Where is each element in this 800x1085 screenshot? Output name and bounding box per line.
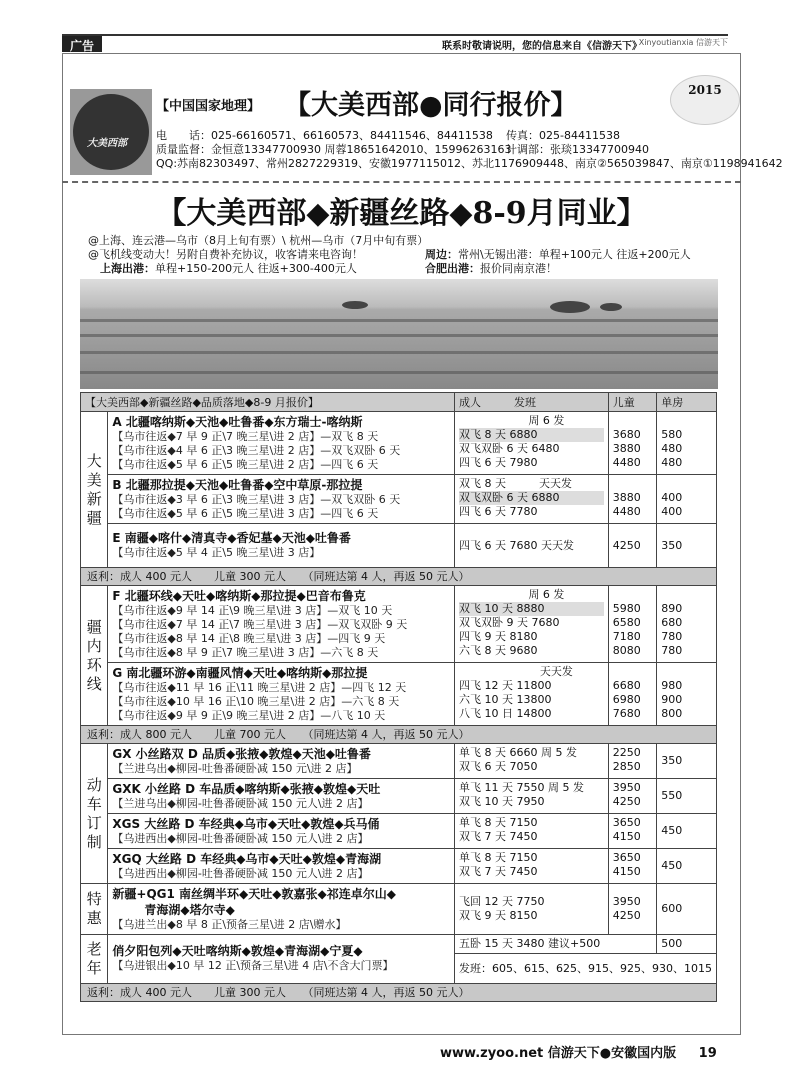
page-number: 19 bbox=[698, 1046, 717, 1061]
price-line: 八飞 10 日 14800 bbox=[459, 707, 552, 720]
main-title: 【大美西部◆新疆丝路◆8-9月同业】 bbox=[156, 196, 647, 231]
rebate-note: （同班达第 4 人，再返 50 元人） bbox=[308, 570, 470, 583]
child-cell bbox=[608, 849, 657, 884]
slogan: 联系时敬请说明，您的信息来自《信游天下》 bbox=[442, 41, 642, 52]
rebate-cell bbox=[81, 984, 717, 1002]
price-cell bbox=[455, 524, 609, 568]
child-price: 4250 bbox=[612, 538, 641, 552]
price-line: 双飞 6 天 7050 bbox=[459, 760, 538, 773]
price-cell bbox=[455, 849, 609, 884]
departures-cell: 发班：605、615、625、915、925、930、1015 bbox=[455, 954, 717, 984]
table-row bbox=[81, 814, 717, 849]
single-cell bbox=[657, 663, 717, 726]
route-name: F 北疆环线◆天吐◆喀纳斯◆那拉提◆巴音布鲁克 bbox=[112, 589, 366, 603]
price-cell bbox=[455, 884, 609, 935]
child-cell bbox=[608, 744, 657, 779]
price-line: 双飞 7 天 7450 bbox=[459, 830, 538, 843]
footer-url: www.zyoo.net bbox=[440, 1046, 544, 1061]
rebate-cell bbox=[81, 726, 717, 744]
single-price: 480 bbox=[661, 456, 683, 469]
rebate-note: （同班达第 4 人，再返 50 元人） bbox=[308, 986, 470, 999]
single-cell bbox=[657, 884, 717, 935]
route-freq: 天天发 bbox=[539, 665, 573, 678]
route-cell bbox=[108, 663, 455, 726]
route-freq: 周 6 发 bbox=[528, 588, 565, 601]
child-price: 4250 bbox=[612, 909, 641, 922]
company-logo bbox=[70, 89, 152, 175]
single-price: 580 bbox=[661, 428, 683, 441]
table-row bbox=[81, 884, 717, 935]
price-line: 四飞 6 天 7780 bbox=[459, 505, 538, 518]
top-bar bbox=[62, 34, 728, 52]
rebate-child: 儿童 700 元人 bbox=[214, 728, 286, 741]
route-line: 【乌进银出◆10 早 12 正\预备三星\进 4 店\不含大门票】 bbox=[112, 959, 394, 972]
category-cell: 老年 bbox=[81, 935, 108, 984]
child-price: 3880 bbox=[612, 491, 641, 504]
price-line: 四飞 6 天 7680 天天发 bbox=[459, 538, 574, 552]
table-row bbox=[81, 475, 717, 524]
table-row bbox=[81, 744, 717, 779]
single-cell bbox=[657, 412, 717, 475]
child-price: 4480 bbox=[612, 505, 641, 518]
child-cell bbox=[608, 412, 657, 475]
route-line: 【乌市往返◆5 早 6 正\5 晚三星\进 3 店】—四飞 6 天 bbox=[112, 507, 379, 520]
single-price: 800 bbox=[661, 707, 683, 720]
single-price: 350 bbox=[661, 538, 683, 552]
rebate-child: 儿童 300 元人 bbox=[214, 986, 286, 999]
route-name: XGS 大丝路 D 车经典◆乌市◆天吐◆敦煌◆兵马俑 bbox=[112, 817, 380, 831]
rebate-note: （同班达第 4 人，再返 50 元人） bbox=[308, 728, 470, 741]
price-cell bbox=[455, 586, 609, 663]
child-cell bbox=[608, 779, 657, 814]
route-cell bbox=[108, 849, 455, 884]
contact-planning: 计调部：张琰13347700940 bbox=[506, 143, 649, 156]
route-line: 【兰进乌出◆柳园-吐鲁番硬卧减 150 元\进 2 店】 bbox=[112, 762, 358, 775]
route-name: XGQ 大丝路 D 车经典◆乌市◆天吐◆敦煌◆青海湖 bbox=[112, 852, 382, 866]
single-price: 780 bbox=[661, 630, 683, 643]
price-cell bbox=[455, 412, 609, 475]
lavender-field-photo bbox=[80, 279, 718, 389]
price-line: 双飞 8 天 6880 bbox=[459, 428, 604, 442]
price-cell bbox=[455, 779, 609, 814]
route-cell bbox=[108, 744, 455, 779]
child-price: 7180 bbox=[612, 630, 641, 643]
contact-phone: 电 话：025-66160571、66160573、84411546、84411538 bbox=[156, 129, 493, 142]
category-cell: 动车订制 bbox=[81, 744, 108, 884]
child-cell bbox=[608, 663, 657, 726]
header-single: 单房 bbox=[657, 393, 717, 412]
header-adult bbox=[455, 393, 609, 412]
price-cell: 五卧 15 天 3480 建议+500 bbox=[455, 935, 657, 954]
price-line: 四飞 12 天 11800 bbox=[459, 679, 552, 692]
route-freq: 双飞 8 天 天天发 bbox=[459, 477, 572, 490]
route-name: GXK 小丝路 D 车品质◆喀纳斯◆张掖◆敦煌◆天吐 bbox=[112, 782, 381, 796]
price-line: 六飞 8 天 9680 bbox=[459, 644, 538, 657]
child-price: 2850 bbox=[612, 760, 641, 773]
single-price: 550 bbox=[661, 789, 683, 802]
price-cell bbox=[455, 475, 609, 524]
route-line: 【乌进西出◆柳园-吐鲁番硬卧减 150 元人\进 2 店】 bbox=[112, 867, 369, 880]
price-line: 双飞 7 天 7450 bbox=[459, 865, 538, 878]
info-line-3-right bbox=[425, 262, 557, 276]
price-line: 四飞 9 天 8180 bbox=[459, 630, 538, 643]
single-price: 480 bbox=[661, 442, 683, 455]
header bbox=[62, 53, 783, 181]
contact-block bbox=[156, 129, 783, 171]
price-line: 六飞 10 天 13800 bbox=[459, 693, 552, 706]
year-badge: 2015 bbox=[670, 75, 740, 125]
route-name: B 北疆那拉提◆天池◆吐鲁番◆空中草原-那拉提 bbox=[112, 478, 363, 492]
publisher-logo: Xinyoutianxia 信游天下 bbox=[638, 38, 728, 47]
contact-quality: 质量监督：金恒意13347700930 周蓉18651642010、15996263163 bbox=[156, 143, 512, 156]
rebate-row bbox=[81, 568, 717, 586]
single-price: 900 bbox=[661, 693, 683, 706]
info-line-3 bbox=[100, 262, 357, 276]
header-title: 【大美西部●同行报价】 bbox=[284, 90, 578, 121]
route-line: 【乌市往返◆8 早 9 正\7 晚三星\进 3 店】—六飞 8 天 bbox=[112, 646, 379, 659]
single-price: 400 bbox=[661, 491, 683, 504]
route-line: 【乌市往返◆9 早 9 正\9 晚三星\进 2 店】—八飞 10 天 bbox=[112, 709, 386, 722]
single-price: 400 bbox=[661, 505, 683, 518]
table-row bbox=[81, 524, 717, 568]
route-cell bbox=[108, 412, 455, 475]
single-price: 890 bbox=[661, 602, 683, 615]
rebate-adult: 返利：成人 400 元人 bbox=[87, 986, 192, 999]
footer bbox=[440, 1042, 717, 1061]
info-line-2: @飞机线变动大！另附自费补充协议，收客请来电咨询！ bbox=[88, 248, 363, 261]
table-header bbox=[81, 393, 717, 412]
child-price: 3650 bbox=[612, 816, 641, 829]
child-cell bbox=[608, 524, 657, 568]
route-name-2: 青海湖◆塔尔寺◆ bbox=[144, 903, 235, 917]
category-cell: 特惠 bbox=[81, 884, 108, 935]
route-name: E 南疆◆喀什◆清真寺◆香妃墓◆天池◆吐鲁番 bbox=[112, 531, 351, 545]
single-cell bbox=[657, 849, 717, 884]
contact-fax: 传真：025-84411538 bbox=[506, 129, 620, 142]
single-price: 980 bbox=[661, 679, 683, 692]
price-line: 单飞 8 天 7150 bbox=[459, 816, 538, 829]
route-line: 【乌市往返◆7 早 9 正\7 晚三星\进 2 店】—双飞 8 天 bbox=[112, 430, 379, 443]
contact-qq: QQ:苏南82303497、常州2827229319、安徽1977115012、苏北1176909448、南京②565039847、南京①1198941642 bbox=[156, 157, 783, 170]
route-freq: 周 6 发 bbox=[528, 414, 565, 427]
route-cell bbox=[108, 524, 455, 568]
rebate-adult: 返利：成人 400 元人 bbox=[87, 570, 192, 583]
price-line: 双飞双卧 9 天 7680 bbox=[459, 616, 560, 629]
route-cell bbox=[108, 586, 455, 663]
child-price: 3650 bbox=[612, 851, 641, 864]
route-cell bbox=[108, 884, 455, 935]
route-line: 【乌市往返◆5 早 6 正\5 晚三星\进 2 店】—四飞 6 天 bbox=[112, 458, 379, 471]
price-line: 单飞 8 天 7150 bbox=[459, 851, 538, 864]
info-line-1: @上海、连云港—乌市（8月上旬有票）\ 杭州—乌市（7月中旬有票） bbox=[88, 234, 429, 247]
child-price: 6680 bbox=[612, 679, 641, 692]
table-row bbox=[81, 586, 717, 663]
info-value: 单程+150-200元人 往返+300-400元人 bbox=[155, 262, 357, 275]
child-price: 7680 bbox=[612, 707, 641, 720]
route-cell bbox=[108, 814, 455, 849]
header-section: 【大美西部◆新疆丝路◆品质落地◆8-9 月报价】 bbox=[81, 393, 455, 412]
route-name: 新疆+QG1 南丝绸半环◆天吐◆敦嘉张◆祁连卓尔山◆ bbox=[112, 887, 396, 901]
price-line: 单飞 11 天 7550 周 5 发 bbox=[459, 781, 584, 794]
route-line: 【乌市往返◆4 早 6 正\3 晚三星\进 2 店】—双飞双卧 6 天 bbox=[112, 444, 401, 457]
route-line: 【兰进乌出◆柳园-吐鲁番硬卧减 150 元人\进 2 店】 bbox=[112, 797, 369, 810]
child-price: 4480 bbox=[612, 456, 641, 469]
price-line: 双飞 9 天 8150 bbox=[459, 909, 538, 922]
price-line: 双飞双卧 6 天 6480 bbox=[459, 442, 560, 455]
route-line: 【乌市往返◆7 早 14 正\7 晚三星\进 3 店】—双飞双卧 9 天 bbox=[112, 618, 408, 631]
child-price: 4150 bbox=[612, 830, 641, 843]
route-name: GX 小丝路双 D 品质◆张掖◆敦煌◆天池◆吐鲁番 bbox=[112, 747, 371, 761]
price-cell bbox=[455, 814, 609, 849]
rebate-child: 儿童 300 元人 bbox=[214, 570, 286, 583]
table-row bbox=[81, 849, 717, 884]
child-price: 3880 bbox=[612, 442, 641, 455]
single-price: 350 bbox=[661, 754, 683, 767]
price-line: 双飞双卧 6 天 6880 bbox=[459, 491, 604, 505]
route-line: 【乌市往返◆11 早 16 正\11 晚三星\进 2 店】—四飞 12 天 bbox=[112, 681, 407, 694]
child-price: 4250 bbox=[612, 795, 641, 808]
single-cell bbox=[657, 586, 717, 663]
info-value: 报价同南京港！ bbox=[480, 262, 557, 275]
child-price: 4150 bbox=[612, 865, 641, 878]
single-price: 450 bbox=[661, 859, 683, 872]
divider bbox=[62, 181, 741, 183]
footer-brand: 信游天下●安徽国内版 bbox=[547, 1046, 677, 1061]
child-price: 6580 bbox=[612, 616, 641, 629]
child-price: 3950 bbox=[612, 781, 641, 794]
rebate-row bbox=[81, 726, 717, 744]
route-name: 俏夕阳包列◆天吐喀纳斯◆敦煌◆青海湖◆宁夏◆ bbox=[112, 944, 363, 958]
child-price: 3950 bbox=[612, 895, 641, 908]
info-label: 上海出港： bbox=[100, 262, 155, 275]
route-cell bbox=[108, 475, 455, 524]
category-cell: 大美新疆 bbox=[81, 412, 108, 568]
route-line: 【乌市往返◆8 早 14 正\8 晚三星\进 3 店】—四飞 9 天 bbox=[112, 632, 386, 645]
price-cell bbox=[455, 663, 609, 726]
child-price: 2250 bbox=[612, 746, 641, 759]
child-cell bbox=[608, 586, 657, 663]
route-line: 【乌市往返◆9 早 14 正\9 晚三星\进 3 店】—双飞 10 天 bbox=[112, 604, 393, 617]
child-cell bbox=[608, 884, 657, 935]
header-adult-label: 成人 bbox=[459, 396, 481, 409]
table-row bbox=[81, 935, 717, 954]
single-price: 600 bbox=[661, 902, 683, 915]
route-line: 【乌市往返◆3 早 6 正\3 晚三星\进 3 店】—双飞双卧 6 天 bbox=[112, 493, 401, 506]
price-cell bbox=[455, 744, 609, 779]
child-cell bbox=[608, 475, 657, 524]
route-cell bbox=[108, 779, 455, 814]
route-line: 【乌进兰出◆8 早 8 正\预备三星\进 2 店\赠水】 bbox=[112, 918, 347, 931]
single-cell bbox=[657, 744, 717, 779]
rebate-adult: 返利：成人 800 元人 bbox=[87, 728, 192, 741]
single-cell bbox=[657, 814, 717, 849]
price-line: 双飞 10 天 8880 bbox=[459, 602, 604, 616]
category-cell: 疆内环线 bbox=[81, 586, 108, 726]
single-price: 780 bbox=[661, 644, 683, 657]
info-value: 常州\无锡出港：单程+100元人 往返+200元人 bbox=[458, 248, 691, 261]
single-cell bbox=[657, 475, 717, 524]
rebate-cell bbox=[81, 568, 717, 586]
price-line: 四飞 6 天 7980 bbox=[459, 456, 538, 469]
route-name: A 北疆喀纳斯◆天池◆吐鲁番◆东方瑞士-喀纳斯 bbox=[112, 415, 363, 429]
single-price: 680 bbox=[661, 616, 683, 629]
table-row bbox=[81, 412, 717, 475]
header-depart-label: 发班 bbox=[514, 396, 536, 409]
info-line-2-right bbox=[425, 248, 691, 262]
info-label: 合肥出港： bbox=[425, 262, 480, 275]
single-cell bbox=[657, 524, 717, 568]
route-line: 【乌市往返◆5 早 4 正\5 晚三星\进 3 店】 bbox=[112, 546, 321, 559]
child-price: 3680 bbox=[612, 428, 641, 441]
child-price: 6980 bbox=[612, 693, 641, 706]
rebate-row bbox=[81, 984, 717, 1002]
single-cell bbox=[657, 779, 717, 814]
price-line: 单飞 8 天 6660 周 5 发 bbox=[459, 746, 577, 759]
single-cell: 500 bbox=[657, 935, 717, 954]
price-line: 双飞 10 天 7950 bbox=[459, 795, 545, 808]
table-row bbox=[81, 663, 717, 726]
ad-label: 广告 bbox=[62, 36, 102, 52]
route-line: 【乌进西出◆柳园-吐鲁番硬卧减 150 元人\进 2 店】 bbox=[112, 832, 369, 845]
child-cell bbox=[608, 814, 657, 849]
price-table bbox=[80, 392, 717, 1002]
child-price: 8080 bbox=[612, 644, 641, 657]
child-price: 5980 bbox=[612, 602, 641, 615]
route-name: G 南北疆环游◆南疆风情◆天吐◆喀纳斯◆那拉提 bbox=[112, 666, 368, 680]
price-line: 飞回 12 天 7750 bbox=[459, 895, 545, 908]
single-price: 450 bbox=[661, 824, 683, 837]
route-cell bbox=[108, 935, 455, 984]
info-label: 周边： bbox=[425, 248, 458, 261]
table-row bbox=[81, 779, 717, 814]
header-child: 儿童 bbox=[608, 393, 657, 412]
org-tag: 【中国国家地理】 bbox=[156, 99, 261, 114]
logo-text: 大美西部 bbox=[87, 138, 127, 149]
route-line: 【乌市往返◆10 早 16 正\10 晚三星\进 2 店】—六飞 8 天 bbox=[112, 695, 400, 708]
